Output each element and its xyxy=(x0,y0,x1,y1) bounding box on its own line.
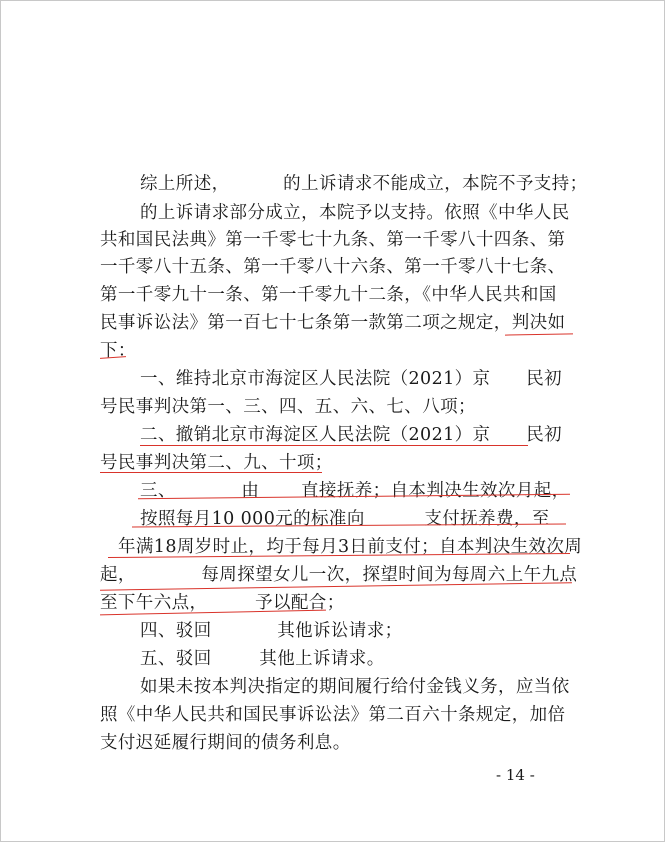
text-line-8: 一、维持北京市海淀区人民法院（2021）京 民初 xyxy=(140,369,563,389)
text-line-1: 综上所述， 的上诉请求不能成立，本院不予支持； xyxy=(140,174,588,194)
text-line-7: 下： xyxy=(100,341,136,361)
red-underline-mark xyxy=(100,472,322,473)
text-line-15: 起， 每周探望女儿一次，探望时间为每周六上午九点 xyxy=(100,565,578,585)
text-line-19: 如果未按本判决指定的期间履行给付金钱义务，应当依 xyxy=(140,677,570,697)
text-line-16: 至下午六点， 予以配合； xyxy=(100,593,345,613)
text-line-21: 支付迟延履行期间的债务利息。 xyxy=(100,733,351,753)
text-line-14: 年满18周岁时止，均于每月3日前支付；自本判决生效次周 xyxy=(118,537,583,557)
text-line-2: 的上诉请求部分成立，本院予以支持。依照《中华人民 xyxy=(140,203,570,223)
text-line-10: 二、撤销北京市海淀区人民法院（2021）京 民初 xyxy=(140,425,563,445)
text-line-5: 第一千零九十一条、第一千零九十二条，《中华人民共和国 xyxy=(100,285,557,305)
text-line-18: 五、驳回 其他上诉请求。 xyxy=(140,649,385,669)
text-line-3: 共和国民法典》第一千零七十九条、第一千零八十四条、第 xyxy=(100,230,566,250)
text-line-11: 号民事判决第二、九、十项； xyxy=(100,453,333,473)
text-line-13: 按照每月10 000元的标准向 支付抚养费，至 xyxy=(140,509,550,529)
text-line-6: 民事诉讼法》第一百七十七条第一款第二项之规定，判决如 xyxy=(100,313,566,333)
text-line-9: 号民事判决第一、三、四、五、六、七、八项； xyxy=(100,397,476,417)
text-line-20: 照《中华人民共和国民事诉讼法》第二百六十条规定，加倍 xyxy=(100,705,566,725)
text-line-4: 一千零八十五条、第一千零八十六条、第一千零八十七条、 xyxy=(100,257,566,277)
text-line-17: 四、驳回 其他诉讼请求； xyxy=(140,621,403,641)
red-underline-mark xyxy=(140,445,528,446)
text-line-12: 三、 由 直接抚养；自本判决生效次月起， xyxy=(140,481,570,501)
page-number: - 14 - xyxy=(496,766,535,784)
